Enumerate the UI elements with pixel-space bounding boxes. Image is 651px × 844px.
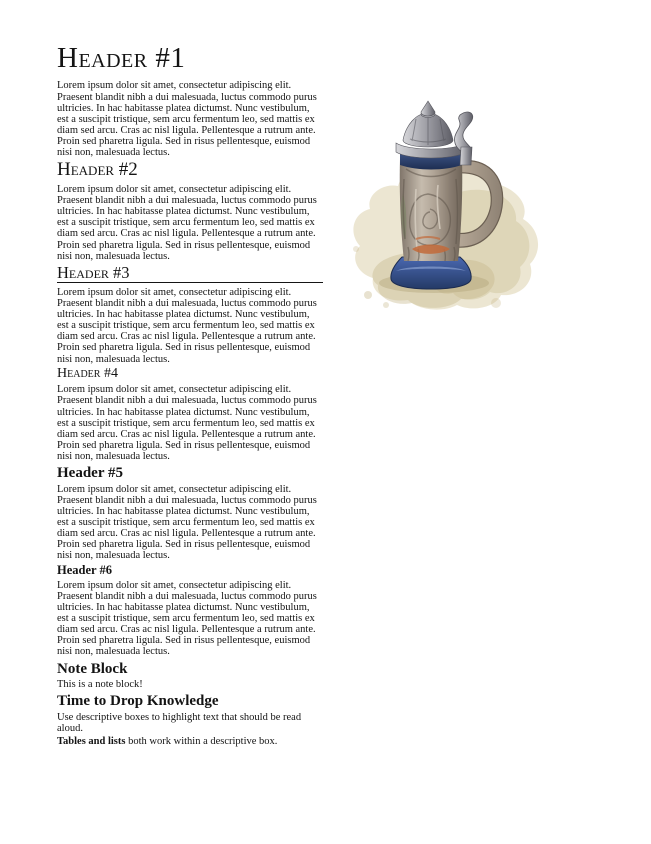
- header-1: Header #1: [57, 42, 186, 74]
- finial-point: [421, 101, 435, 116]
- splash-speck: [383, 302, 389, 308]
- paragraph-1: Lorem ipsum dolor sit amet, consectetur adipiscing elit. Praesent blandit nibh a dui malesuada, luctus commodo purus ultricies. In hac habitasse platea dictumst. Nunc vestibulum, est a suscipit tristique, sem arcu fermentum leo, sed mattis ex diam sed arcu. Cras ac nisl ligula. Pellentesque a rutrum ante. Proin sed pharetra ligula. Sed in risus pellentesque, euismod nisi non, malesuada lectus.: [57, 80, 317, 158]
- note-block-text: This is a note block!: [57, 679, 143, 691]
- descriptive-box-line2: [57, 736, 323, 747]
- splash-speck: [353, 246, 359, 252]
- descriptive-box-line1: Use descriptive boxes to highlight text that should be read aloud.: [57, 711, 302, 734]
- paragraph-4: Lorem ipsum dolor sit amet, consectetur adipiscing elit. Praesent blandit nibh a dui malesuada, luctus commodo purus ultricies. In hac habitasse platea dictumst. Nunc vestibulum, est a suscipit tristique, sem arcu fermentum leo, sed mattis ex diam sed arcu. Cras ac nisl ligula. Pellentesque a rutrum ante. Proin sed pharetra ligula. Sed in risus pellentesque, euismod nisi non, malesuada lectus.: [57, 384, 317, 462]
- paragraph-2: Lorem ipsum dolor sit amet, consectetur adipiscing elit. Praesent blandit nibh a dui malesuada, luctus commodo purus ultricies. In hac habitasse platea dictumst. Nunc vestibulum, est a suscipit tristique, sem arcu fermentum leo, sed mattis ex diam sed arcu. Cras ac nisl ligula. Pellentesque a rutrum ante. Proin sed pharetra ligula. Sed in risus pellentesque, euismod nisi non, malesuada lectus.: [57, 184, 317, 262]
- paragraph-5: Lorem ipsum dolor sit amet, consectetur adipiscing elit. Praesent blandit nibh a dui malesuada, luctus commodo purus ultricies. In hac habitasse platea dictumst. Nunc vestibulum, est a suscipit tristique, sem arcu fermentum leo, sed mattis ex diam sed arcu. Cras ac nisl ligula. Pellentesque a rutrum ante. Proin sed pharetra ligula. Sed in risus pellentesque, euismod nisi non, malesuada lectus.: [57, 483, 317, 562]
- splash-speck: [491, 298, 501, 308]
- paragraph-3: Lorem ipsum dolor sit amet, consectetur adipiscing elit. Praesent blandit nibh a dui malesuada, luctus commodo purus ultricies. In hac habitasse platea dictumst. Nunc vestibulum, est a suscipit tristique, sem arcu fermentum leo, sed mattis ex diam sed arcu. Cras ac nisl ligula. Pellentesque a rutrum ante. Proin sed pharetra ligula. Sed in risus pellentesque, euismod nisi non, malesuada lectus.: [57, 287, 317, 365]
- descriptive-rest: both work within a descriptive box.: [125, 735, 278, 747]
- splash-speck: [364, 291, 372, 299]
- base-flare: [391, 257, 471, 289]
- lever-hinge: [460, 147, 472, 165]
- stein-body: [400, 159, 463, 261]
- header-2: Header #2: [57, 159, 138, 181]
- header-6: Header #6: [57, 563, 112, 578]
- header-4: Header #4: [57, 365, 118, 381]
- header-5: Header #5: [57, 465, 123, 481]
- descriptive-box-title: Time to Drop Knowledge: [57, 693, 219, 710]
- stein-base: [391, 257, 471, 289]
- paragraph-6: Lorem ipsum dolor sit amet, consectetur adipiscing elit. Praesent blandit nibh a dui malesuada, luctus commodo purus ultricies. In hac habitasse platea dictumst. Nunc vestibulum, est a suscipit tristique, sem arcu fermentum leo, sed mattis ex diam sed arcu. Cras ac nisl ligula. Pellentesque a rutrum ante. Proin sed pharetra ligula. Sed in risus pellentesque, euismod nisi non, malesuada lectus.: [57, 579, 317, 658]
- text-column: [57, 43, 323, 749]
- note-block-title: Note Block: [57, 660, 128, 677]
- header-3: Header #3: [57, 264, 323, 283]
- stein-lid: [396, 101, 466, 158]
- beer-stein-image: [346, 99, 548, 315]
- descriptive-bold-lead: Tables and lists: [57, 735, 126, 747]
